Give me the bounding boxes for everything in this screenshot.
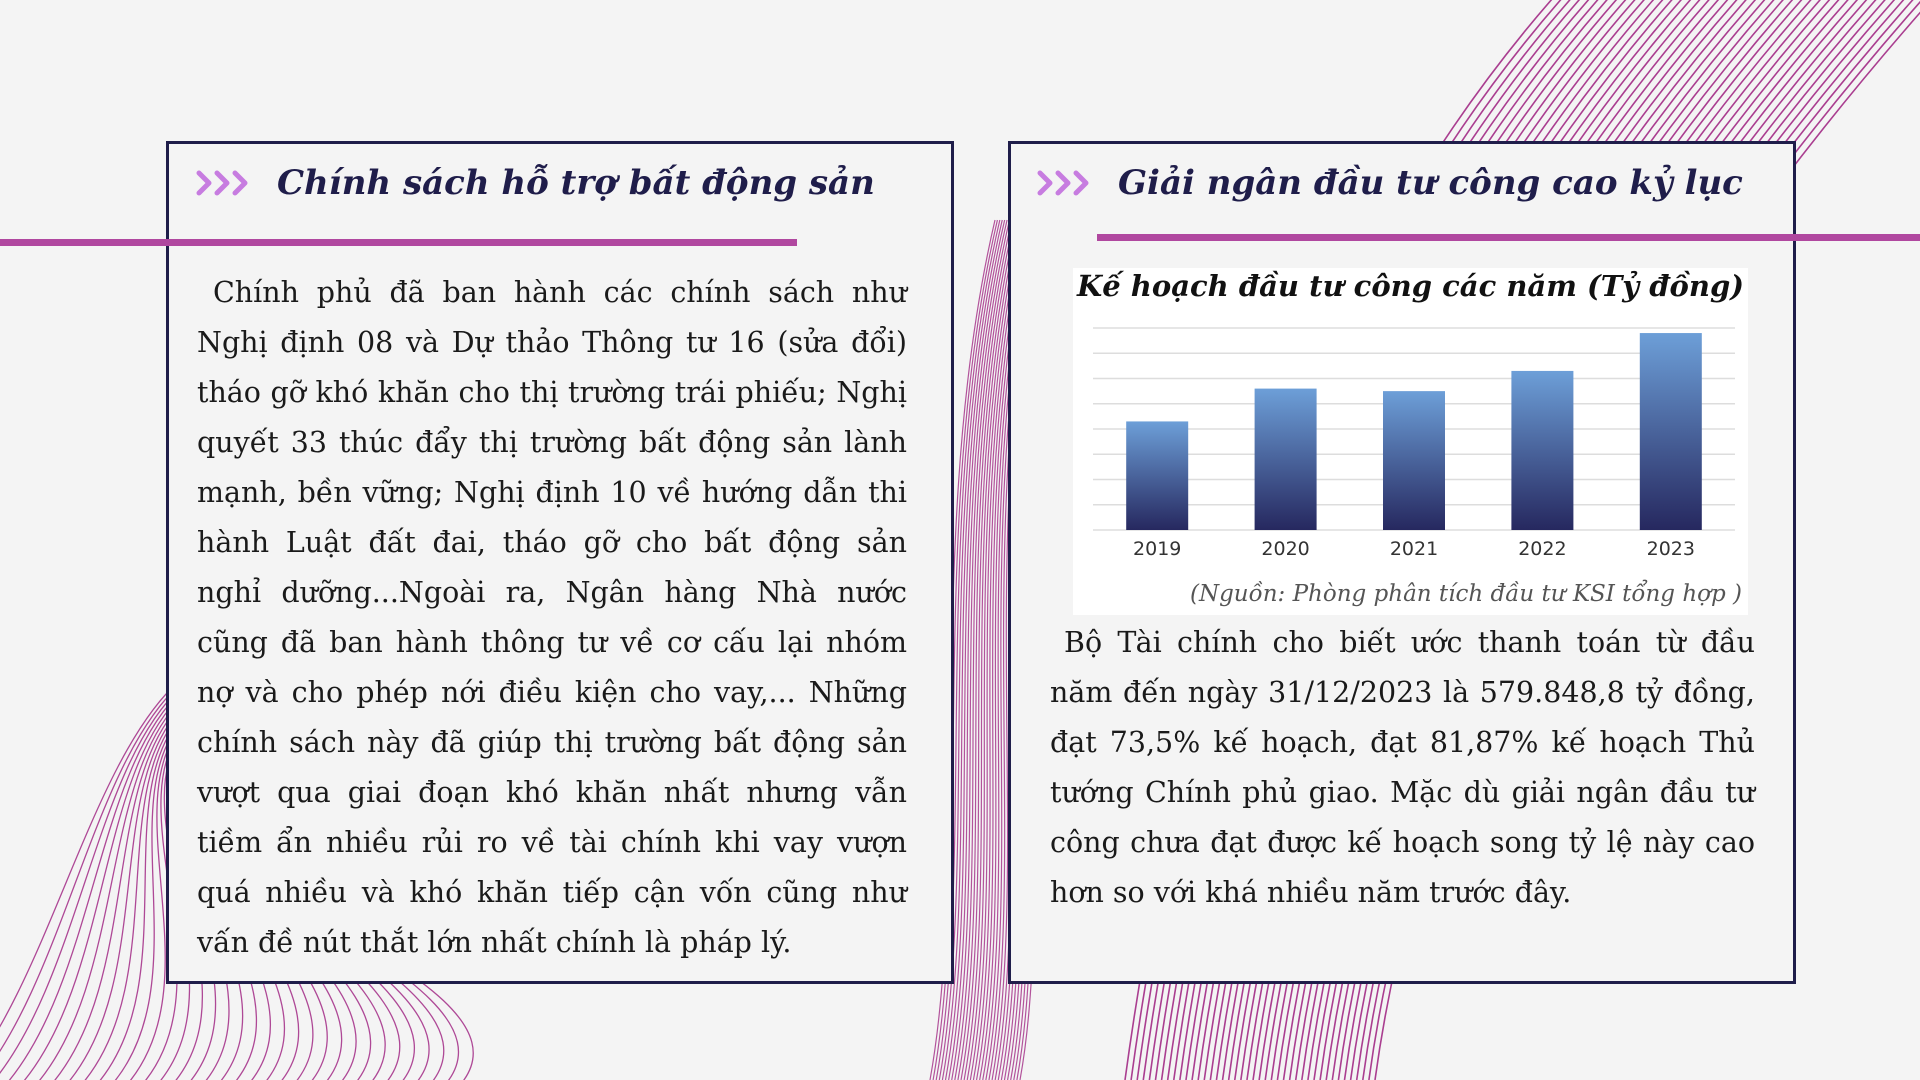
policy-body-text: Chính phủ đã ban hành các chính sách như Nghị định 08 và Dự thảo Thông tư 16 (sửa đổi) tháo gỡ khó khăn cho thị trường trái phiếu; Nghị quyết 33 thúc đẩy thị trường bất động sản lành mạnh, bền vững; Nghị định 10 về hướng dẫn thi hành Luật đất đai, tháo gỡ cho bất động sản nghỉ dưỡng...Ngoài ra, Ngân hàng Nhà nước cũng đã ban hành thông tư về cơ cấu lại nhóm nợ và cho phép nới điều kiện cho vay,... Những chính sách này đã giúp thị trường bất động sản vượt qua giai đoạn khó khăn nhất nhưng vẫn tiềm ẩn nhiều rủi ro về tài chính khi vay vượn quá nhiều và khó khăn tiếp cận vốn cũng như vấn đề nút thắt lớn nhất chính là pháp lý. — [197, 276, 907, 959]
chart-x-tick-label: 2021 — [1389, 538, 1439, 560]
investment-body-text: Bộ Tài chính cho biết ước thanh toán từ đầu năm đến ngày 31/12/2023 là 579.848,8 tỷ đồng, đạt 73,5% kế hoạch, đạt 81,87% kế hoạch Thủ tướng Chính phủ giao. Mặc dù giải ngân đầu tư công chưa đạt được kế hoạch song tỷ lệ này cao hơn so với khá nhiều năm trước đây. — [1050, 626, 1755, 909]
left-accent-bar — [0, 239, 797, 246]
triple-chevron-right-icon — [1036, 165, 1098, 201]
chart-bar-2019 — [1126, 421, 1188, 530]
right-accent-bar — [1097, 234, 1920, 241]
chart-x-tick-label: 2023 — [1646, 538, 1695, 560]
chart-x-tick-label: 2022 — [1518, 538, 1567, 560]
investment-heading — [1036, 163, 1743, 203]
investment-bar-chart — [1073, 268, 1748, 615]
chart-x-tick-label: 2019 — [1133, 538, 1182, 560]
chart-x-tick-label: 2020 — [1261, 538, 1310, 560]
chart-title: Kế hoạch đầu tư công các năm (Tỷ đồng) — [1077, 269, 1744, 303]
chart-source-note: (Nguồn: Phòng phân tích đầu tư KSI tổng hợp ) — [1189, 581, 1742, 607]
policy-heading — [195, 163, 875, 203]
triple-chevron-right-icon — [195, 165, 257, 201]
investment-heading-text: Giải ngân đầu tư công cao kỷ lục — [1118, 163, 1743, 203]
policy-heading-text: Chính sách hỗ trợ bất động sản — [277, 163, 875, 203]
chart-bar-2020 — [1255, 389, 1317, 530]
chart-plot-area — [1073, 308, 1748, 578]
chart-bar-2022 — [1511, 371, 1573, 530]
chart-bar-2021 — [1383, 391, 1445, 530]
chart-bar-2023 — [1640, 333, 1702, 530]
